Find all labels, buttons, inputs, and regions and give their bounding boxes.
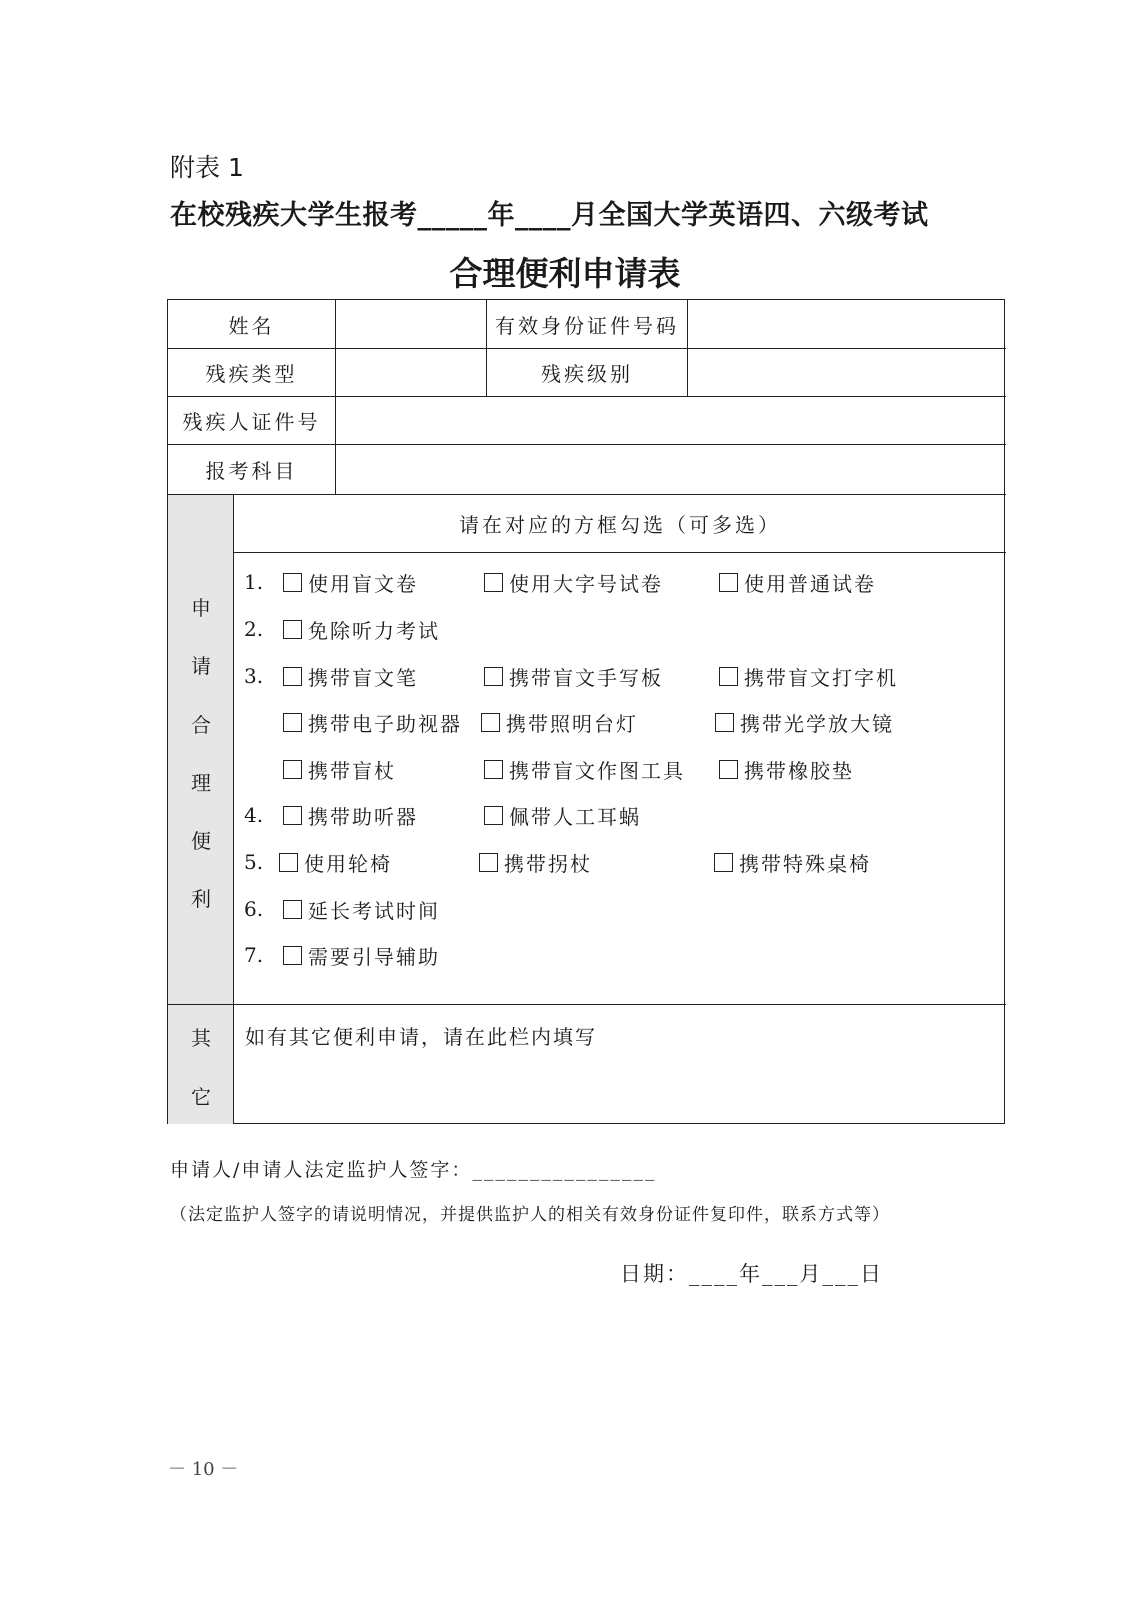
option-white-cane[interactable]: [283, 755, 396, 784]
other-request-hint: 如有其它便利申请，请在此栏内填写: [245, 1025, 597, 1049]
checkbox[interactable]: [484, 573, 503, 592]
option-label: 携带光学放大镜: [740, 712, 894, 736]
option-braille-drawing-tools[interactable]: [484, 755, 685, 784]
attachment-label: 附表 1: [170, 153, 244, 182]
option-label: 免除听力考试: [308, 619, 440, 643]
option-electronic-magnifier[interactable]: [283, 708, 462, 737]
option-label: 携带电子助视器: [308, 712, 462, 736]
checkbox[interactable]: [283, 946, 302, 965]
option-regular-paper[interactable]: [719, 568, 876, 597]
option-crutches[interactable]: [479, 848, 592, 877]
page-number: － 10 －: [168, 1459, 239, 1480]
checkbox[interactable]: [283, 573, 302, 592]
checkbox[interactable]: [714, 853, 733, 872]
guardian-note: （法定监护人签字的请说明情况，并提供监护人的相关有效身份证件复印件，联系方式等）: [170, 1205, 890, 1225]
option-wheelchair[interactable]: [279, 848, 392, 877]
option-label: 携带盲文作图工具: [509, 759, 685, 783]
item-number: 1.: [244, 570, 264, 594]
checkbox[interactable]: [283, 760, 302, 779]
disability-type-label: 残疾类型: [205, 362, 298, 386]
option-braille-pen[interactable]: [283, 662, 418, 691]
form-title-line1: 在校残疾大学生报考_____年____月全国大学英语四、六级考试: [170, 200, 929, 231]
option-label: 携带盲杖: [308, 759, 396, 783]
checkbox[interactable]: [719, 760, 738, 779]
option-braille-typewriter[interactable]: [719, 662, 898, 691]
disability-level-field[interactable]: [688, 349, 1004, 396]
option-label: 使用轮椅: [304, 852, 392, 876]
checkbox[interactable]: [719, 667, 738, 686]
apply-label-char: 便: [191, 829, 211, 853]
option-large-print-paper[interactable]: [484, 568, 663, 597]
option-label: 需要引导辅助: [308, 945, 440, 969]
option-label: 延长考试时间: [308, 899, 440, 923]
name-label: 姓名: [228, 313, 275, 338]
apply-label-char: 理: [191, 771, 211, 795]
checkbox[interactable]: [484, 667, 503, 686]
checkbox[interactable]: [484, 806, 503, 825]
other-label-char: 它: [191, 1085, 211, 1109]
item-number: 3.: [244, 664, 264, 688]
option-optical-magnifier[interactable]: [715, 708, 894, 737]
option-special-desk-chair[interactable]: [714, 848, 871, 877]
option-label: 携带橡胶垫: [744, 759, 854, 783]
form-title-line2: 合理便利申请表: [449, 254, 681, 293]
option-guided-assistance[interactable]: [283, 941, 440, 970]
disability-level-label: 残疾级别: [541, 362, 633, 386]
option-label: 使用大字号试卷: [509, 572, 663, 596]
checkbox[interactable]: [283, 806, 302, 825]
id-number-label: 有效身份证件号码: [495, 313, 679, 338]
row-divider: [233, 552, 1006, 553]
checkbox[interactable]: [719, 573, 738, 592]
disability-certificate-label: 残疾人证件号: [182, 410, 321, 434]
application-form-table: [167, 299, 1005, 1124]
disability-type-field[interactable]: [336, 349, 486, 396]
apply-label-char: 利: [191, 887, 211, 911]
option-label: 携带盲文打字机: [744, 666, 898, 690]
apply-label-char: 请: [191, 654, 211, 678]
apply-label-char: 申: [191, 596, 211, 620]
option-label: 使用普通试卷: [744, 572, 876, 596]
option-rubber-mat[interactable]: [719, 755, 854, 784]
option-listening-exemption[interactable]: [283, 615, 440, 644]
name-field[interactable]: [336, 300, 486, 348]
signature-line[interactable]: 申请人/申请人法定监护人签字：________________: [170, 1159, 657, 1181]
other-request-field[interactable]: [234, 1005, 1004, 1123]
exam-subject-label: 报考科目: [205, 459, 298, 483]
checkbox[interactable]: [479, 853, 498, 872]
option-label: 携带助听器: [308, 805, 418, 829]
item-number: 6.: [244, 897, 264, 921]
option-hearing-aid[interactable]: [283, 801, 418, 830]
option-cochlear-implant[interactable]: [484, 801, 641, 830]
option-label: 携带拐杖: [504, 852, 592, 876]
item-number: 7.: [244, 943, 264, 967]
option-label: 佩带人工耳蜗: [509, 805, 641, 829]
checkbox[interactable]: [484, 760, 503, 779]
option-desk-lamp[interactable]: [481, 708, 638, 737]
item-number: 2.: [244, 617, 264, 641]
checkbox-instruction: 请在对应的方框勾选（可多选）: [459, 513, 781, 537]
checkbox[interactable]: [283, 620, 302, 639]
option-label: 携带特殊桌椅: [739, 852, 871, 876]
item-number: 5.: [244, 850, 264, 874]
id-number-field[interactable]: [688, 300, 1004, 348]
checkbox[interactable]: [283, 713, 302, 732]
option-braille-paper[interactable]: [283, 568, 418, 597]
checkbox[interactable]: [279, 853, 298, 872]
option-braille-slate[interactable]: [484, 662, 663, 691]
disability-certificate-field[interactable]: [336, 397, 1004, 444]
date-line[interactable]: 日期：____年___月___日: [620, 1262, 883, 1286]
checkbox[interactable]: [283, 667, 302, 686]
item-number: 4.: [244, 803, 264, 827]
apply-label-char: 合: [191, 713, 211, 737]
exam-subject-field[interactable]: [336, 445, 1004, 494]
option-label: 携带盲文笔: [308, 666, 418, 690]
option-label: 携带照明台灯: [506, 712, 638, 736]
checkbox[interactable]: [481, 713, 500, 732]
other-label-char: 其: [191, 1026, 211, 1050]
checkbox[interactable]: [283, 900, 302, 919]
option-label: 使用盲文卷: [308, 572, 418, 596]
option-label: 携带盲文手写板: [509, 666, 663, 690]
checkbox[interactable]: [715, 713, 734, 732]
option-extended-time[interactable]: [283, 895, 440, 924]
